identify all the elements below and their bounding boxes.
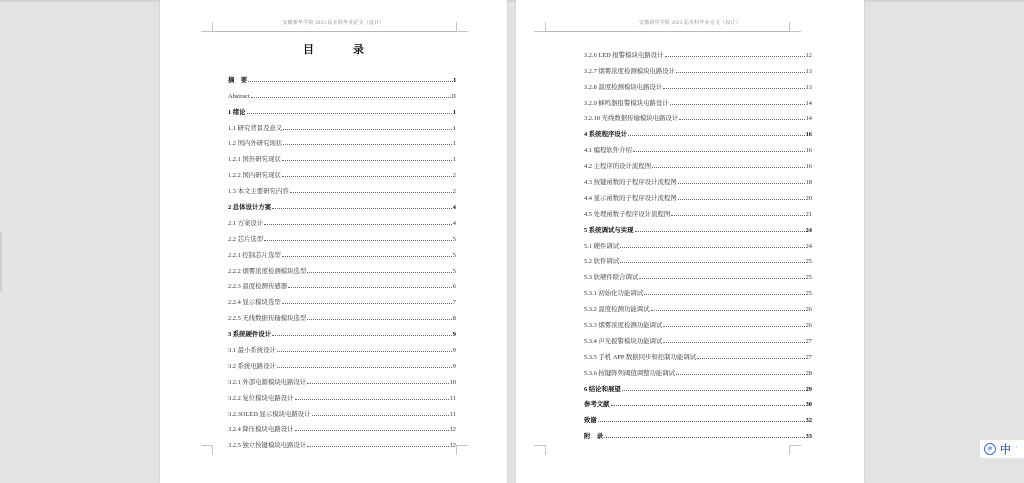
dot-leader (678, 199, 805, 200)
toc-entry-label: 3.2.10 无线数据传输模块电路设计 (584, 115, 679, 123)
dot-leader (678, 183, 805, 184)
toc-entry-page-number: 21 (805, 210, 812, 218)
dot-leader (663, 342, 804, 343)
dot-leader (676, 374, 805, 375)
toc-entry[interactable] (228, 100, 456, 116)
toc-entry-label: 3.2.9 蜂鸣器报警模块电路设计 (584, 99, 669, 107)
toc-entry-page-number: 2 (452, 172, 456, 180)
margin-mark-bottom-left (201, 445, 213, 455)
page-header: 安徽新华学院 2023 届本科毕业论文（设计） (282, 21, 385, 26)
toc-entry-page-number: 32 (805, 417, 812, 425)
toc-entry[interactable] (228, 84, 456, 100)
dot-leader (679, 119, 804, 120)
margin-mark-top-left (534, 22, 546, 32)
toc-entry-page-number: 25 (805, 258, 812, 266)
dot-leader (272, 335, 452, 336)
toc-entry[interactable] (584, 361, 812, 377)
toc-entry-label: 5.3.4 声光报警模块功能调试 (584, 337, 663, 345)
toc-entry-page-number: 2 (452, 188, 456, 196)
toc-entry-label: 2.1 方案设计 (228, 219, 264, 227)
toc-entry[interactable] (228, 227, 456, 243)
toc-entry-label: 3 系统硬件设计 (228, 331, 272, 339)
toc-entry-label: 4.2 主程序的设计流程图 (584, 163, 652, 171)
margin-mark-top-right (456, 22, 468, 32)
toc-entry-page-number: 12 (449, 442, 456, 450)
toc-entry-label: 2.2.2 烟雾浓度检测模块选型 (228, 267, 307, 275)
toc-entry[interactable] (228, 354, 456, 370)
toc-entry[interactable] (584, 154, 812, 170)
toc-entry-page-number: II (451, 92, 456, 100)
toc-entry-page-number: 5 (452, 251, 456, 259)
toc-entry-page-number: 12 (805, 51, 812, 59)
toc-entry-page-number: 25 (805, 290, 812, 298)
toc-entry[interactable] (584, 186, 812, 202)
dot-leader (282, 256, 452, 257)
toc-entry-label: 3.2.4 降压模块电路设计 (228, 426, 294, 434)
toc-entry[interactable] (584, 43, 812, 59)
dot-leader (622, 390, 805, 391)
toc-entry-page-number: 1 (452, 140, 456, 148)
toc-entry[interactable] (584, 75, 812, 91)
toc-entry-page-number: 8 (452, 315, 456, 323)
toc-entry-page-number: 1 (452, 124, 456, 132)
toc-entry[interactable] (228, 195, 456, 211)
dot-leader (697, 358, 804, 359)
dot-leader (282, 160, 452, 161)
dot-leader (283, 144, 451, 145)
dot-leader (295, 430, 449, 431)
toc-entry-label: 2.2.3 温度检测传感器 (228, 283, 288, 291)
toc-entry[interactable] (584, 408, 812, 424)
dot-leader (671, 215, 804, 216)
toc-entry-page-number: 16 (805, 163, 812, 171)
dot-leader (307, 272, 452, 273)
toc-entry-page-number: 9 (452, 347, 456, 355)
toc-entry[interactable] (584, 122, 812, 138)
toc-entry[interactable] (584, 313, 812, 329)
margin-mark-bottom-left (534, 445, 546, 455)
toc-entry-label: 3.2.1 外部电源模块电路设计 (228, 378, 307, 386)
toc-entry[interactable] (228, 259, 456, 275)
toc-entry-label: 4.5 处理函数子程序设计流程图 (584, 210, 671, 218)
toc-entry-page-number: 5 (452, 235, 456, 243)
toc-entry[interactable] (228, 306, 456, 322)
toc-entry[interactable] (584, 218, 812, 234)
dot-leader (264, 240, 452, 241)
dot-leader (248, 81, 452, 82)
dot-leader (651, 310, 805, 311)
toc-entry-page-number: 16 (805, 147, 812, 155)
dot-leader (663, 326, 804, 327)
dot-leader (652, 167, 805, 168)
toc-entry[interactable] (228, 370, 456, 386)
toc-entry-label: 致谢 (584, 417, 597, 425)
dot-leader (277, 351, 452, 352)
toc-entry-label: 4 系统程序设计 (584, 131, 628, 139)
toc-entry-label: 5.2 软件调试 (584, 258, 620, 266)
toc-entry[interactable] (584, 345, 812, 361)
toc-entry-page-number: 24 (805, 242, 812, 250)
margin-mark-top-right (789, 22, 801, 32)
toc-entry[interactable] (228, 243, 456, 259)
toc-entry[interactable] (584, 202, 812, 218)
toc-entry-page-number: 14 (805, 115, 812, 123)
dot-leader (620, 262, 804, 263)
toc-entry-page-number: 33 (805, 433, 812, 441)
toc-entry[interactable] (584, 91, 812, 107)
toc-entry-page-number: 18 (805, 179, 812, 187)
toc-entry[interactable] (584, 424, 812, 440)
toc-entry-page-number: 30 (805, 401, 812, 409)
dot-leader (312, 415, 449, 416)
toc-entry-page-number: 25 (805, 274, 812, 282)
toc-entry[interactable] (228, 402, 456, 418)
toc-entry-label: 4.1 编程软件介绍 (584, 147, 632, 155)
toc-entry-label: 4.3 按键函数的子程序设计流程图 (584, 179, 677, 187)
header-rule (212, 31, 456, 32)
toc-entry-label: 3.1 最小系统设计 (228, 347, 276, 355)
toc-entry[interactable] (584, 107, 812, 123)
toc-entry-page-number: 27 (805, 353, 812, 361)
dot-leader (665, 56, 805, 57)
dot-leader (598, 421, 805, 422)
margin-mark-bottom-right (456, 445, 468, 455)
toc-entry-label: 5.3.1 初始化功能调试 (584, 290, 644, 298)
ime-punctuation-icon[interactable]: ˙ (1015, 444, 1018, 454)
toc-entry[interactable] (228, 418, 456, 434)
dot-leader (628, 135, 804, 136)
toc-entry-page-number: 13 (805, 83, 812, 91)
toc-entry[interactable] (228, 386, 456, 402)
dot-leader (633, 151, 805, 152)
toc-entry-label: 3.2.8 温度检测模块电路设计 (584, 83, 663, 91)
ime-logo-icon[interactable]: 拼 (984, 443, 996, 455)
toc-entry-page-number: 11 (449, 410, 456, 418)
toc-entry-label: 3.2.6 LED 报警模块电路设计 (584, 51, 664, 59)
dot-leader (251, 97, 451, 98)
toc-entry[interactable] (228, 290, 456, 306)
toc-entry[interactable] (584, 138, 812, 154)
toc-entry[interactable] (584, 377, 812, 393)
document-page-2 (516, 0, 864, 483)
toc-entry-label: 2.2.1 控制芯片选型 (228, 251, 281, 259)
dot-leader (247, 113, 452, 114)
toc-entry-label: 3.2 系统电路设计 (228, 362, 276, 370)
toc-entry-page-number: 1 (452, 108, 456, 116)
dot-leader (288, 287, 452, 288)
toc-entry[interactable] (228, 275, 456, 291)
toc-entry[interactable] (584, 170, 812, 186)
toc-entry[interactable] (228, 179, 456, 195)
table-of-contents (228, 68, 456, 449)
toc-entry-page-number: 14 (805, 99, 812, 107)
dot-leader (307, 383, 448, 384)
toc-entry-label: Abstract (228, 92, 250, 100)
toc-entry[interactable] (228, 338, 456, 354)
toc-entry-label: 5.3.5 手机 APP 数据同步和控制功能调试 (584, 353, 697, 361)
toc-entry[interactable] (228, 132, 456, 148)
toc-entry[interactable] (228, 211, 456, 227)
ime-language-toggle[interactable]: 中 (1000, 443, 1011, 456)
toc-entry[interactable] (584, 59, 812, 75)
table-of-contents (584, 43, 812, 440)
toc-entry-label: 1.2.2 国内研究现状 (228, 172, 281, 180)
toc-entry-page-number: 12 (449, 426, 456, 434)
toc-entry-label: 1.1 研究背景及意义 (228, 124, 283, 132)
toc-entry-label: 摘 要 (228, 76, 248, 84)
toc-entry[interactable] (584, 234, 812, 250)
toc-entry[interactable] (584, 281, 812, 297)
toc-entry-label: 3.2.2 复位模块电路设计 (228, 394, 294, 402)
ime-toolbar[interactable] (980, 440, 1024, 458)
dot-leader (663, 88, 804, 89)
dot-leader (282, 303, 452, 304)
toc-entry[interactable] (228, 163, 456, 179)
dot-leader (676, 72, 805, 73)
toc-entry-label: 5.3.6 按键阵列阈值调整功能调试 (584, 369, 676, 377)
toc-entry-label: 4.4 显示函数的子程序设计流程图 (584, 194, 677, 202)
header-rule (545, 31, 789, 32)
toc-entry-page-number: 1 (452, 156, 456, 164)
toc-entry[interactable] (584, 329, 812, 345)
toc-entry-page-number: I (453, 76, 456, 84)
toc-entry-page-number: 26 (805, 322, 812, 330)
toc-entry-page-number: 20 (805, 194, 812, 202)
dot-leader (295, 399, 449, 400)
toc-entry[interactable] (228, 116, 456, 132)
margin-mark-bottom-right (789, 445, 801, 455)
dot-leader (283, 129, 451, 130)
dot-leader (611, 405, 805, 406)
toc-entry-label: 1.2.1 国外研究现状 (228, 156, 281, 164)
toc-entry-page-number: 29 (805, 385, 812, 393)
toc-entry[interactable] (228, 322, 456, 338)
dot-leader (277, 367, 452, 368)
dot-leader (272, 208, 452, 209)
toc-entry-label: 1 绪论 (228, 108, 246, 116)
toc-entry-label: 6 结论和展望 (584, 385, 621, 393)
toc-entry-label: 3.2.3OLED 显示模块电路设计 (228, 410, 311, 418)
toc-entry-page-number: 16 (805, 131, 812, 139)
toc-entry-label: 2.2.4 显示模块选型 (228, 299, 281, 307)
dot-leader (290, 192, 452, 193)
toc-entry[interactable] (584, 250, 812, 266)
toc-entry-page-number: 27 (805, 337, 812, 345)
toc-entry[interactable] (228, 68, 456, 84)
toc-entry-page-number: 28 (805, 369, 812, 377)
toc-entry[interactable] (584, 393, 812, 409)
toc-entry[interactable] (584, 297, 812, 313)
toc-entry-page-number: 24 (805, 226, 812, 234)
document-page-1 (160, 0, 507, 483)
dot-leader (307, 446, 448, 447)
toc-entry[interactable] (228, 433, 456, 449)
toc-entry-page-number: 4 (452, 219, 456, 227)
dot-leader (604, 437, 804, 438)
toc-entry-page-number: 9 (452, 362, 456, 370)
toc-entry-label: 参考文献 (584, 401, 610, 409)
toc-entry-page-number: 6 (452, 283, 456, 291)
toc-entry[interactable] (584, 265, 812, 281)
toc-entry-label: 5.1 硬件调试 (584, 242, 620, 250)
toc-entry-label: 3.2.5 独立按键模块电路设计 (228, 442, 307, 450)
dot-leader (282, 176, 452, 177)
toc-entry-label: 5 系统调试与实现 (584, 226, 634, 234)
dot-leader (635, 231, 805, 232)
dot-leader (644, 294, 804, 295)
toc-entry-label: 2 总体设计方案 (228, 204, 272, 212)
toc-entry-label: 5.3.3 烟雾浓度检测功能调试 (584, 322, 663, 330)
dot-leader (264, 224, 452, 225)
toc-entry-label: 1.2 国内外研究现状 (228, 140, 283, 148)
page-header: 安徽新华学院 2023 届本科毕业论文（设计） (638, 21, 742, 26)
dot-leader (639, 278, 804, 279)
toc-entry-label: 2.2 芯片选型 (228, 235, 264, 243)
toc-entry-page-number: 9 (452, 331, 456, 339)
dot-leader (307, 319, 452, 320)
dot-leader (670, 104, 805, 105)
toc-entry-label: 附 录 (584, 433, 604, 441)
toc-entry-page-number: 11 (449, 394, 456, 402)
toc-entry-label: 5.3.2 温度检测功能调试 (584, 306, 650, 314)
dot-leader (620, 247, 804, 248)
toc-entry-label: 3.2.7 烟雾浓度检测模块电路设计 (584, 67, 676, 75)
left-panel-handle[interactable] (0, 232, 2, 292)
toc-entry-label: 5.3 软硬件联合调试 (584, 274, 639, 282)
margin-mark-top-left (201, 22, 213, 32)
toc-entry-label: 1.3 本文主要研究内容 (228, 188, 289, 196)
toc-entry[interactable] (228, 147, 456, 163)
toc-entry-page-number: 10 (449, 378, 456, 386)
toc-entry-page-number: 26 (805, 306, 812, 314)
toc-entry-page-number: 5 (452, 267, 456, 275)
toc-entry-label: 2.2.5 无线数据传输模块选型 (228, 315, 307, 323)
toc-entry-page-number: 4 (452, 204, 456, 212)
toc-title: 目 录 (303, 43, 378, 56)
toc-entry-page-number: 7 (452, 299, 456, 307)
toc-entry-page-number: 13 (805, 67, 812, 75)
window-top-edge (0, 0, 1024, 2)
